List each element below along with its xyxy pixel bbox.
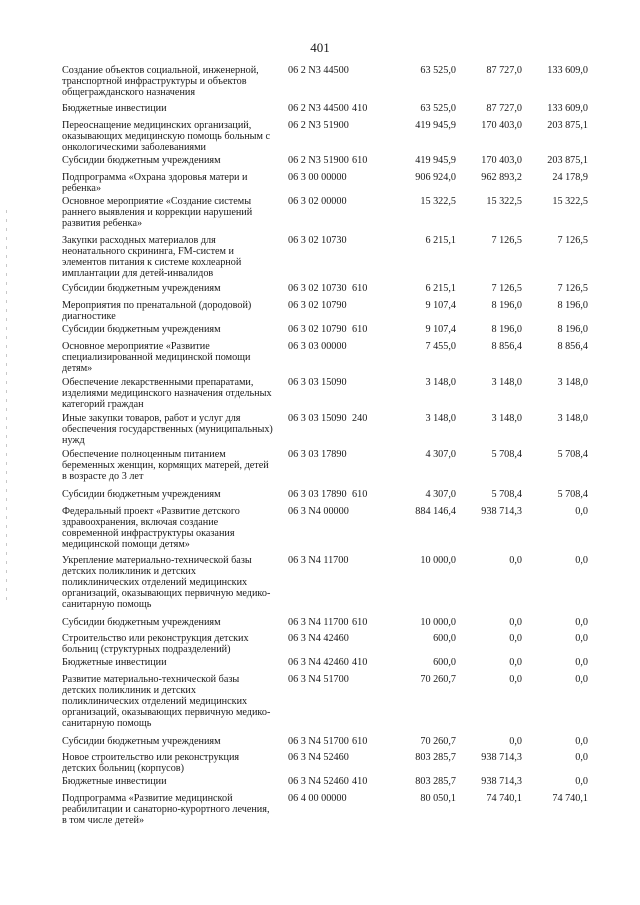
row-value-year-2: 5 708,4 — [491, 449, 522, 460]
row-code: 06 3 N4 42460 — [288, 633, 349, 644]
row-value-year-2: 3 148,0 — [491, 413, 522, 424]
row-code: 06 3 00 00000 — [288, 172, 347, 183]
row-value-year-2: 8 196,0 — [491, 300, 522, 311]
row-value-year-2: 7 126,5 — [491, 235, 522, 246]
row-value-year-2: 170 403,0 — [481, 155, 522, 166]
row-value-year-2: 170 403,0 — [481, 120, 522, 131]
row-value-year-3: 203 875,1 — [547, 120, 588, 131]
row-value-year-1: 803 285,7 — [415, 752, 456, 763]
row-value-year-3: 0,0 — [575, 555, 588, 566]
row-expense-type: 610 — [352, 489, 368, 500]
row-name: Субсидии бюджетным учреждениям — [62, 283, 221, 294]
row-name: Развитие материально-технической базы детских поликлиник и детских поликлинических отделений медицинских организаций, оказывающих первичную медико-санитарную помощь — [62, 674, 271, 729]
row-value-year-1: 10 000,0 — [420, 617, 456, 628]
row-name: Бюджетные инвестиции — [62, 657, 167, 668]
row-value-year-2: 74 740,1 — [486, 793, 522, 804]
scan-margin-artifact — [6, 210, 7, 600]
row-name: Бюджетные инвестиции — [62, 103, 167, 114]
row-value-year-1: 10 000,0 — [420, 555, 456, 566]
row-value-year-3: 5 708,4 — [557, 449, 588, 460]
row-value-year-2: 938 714,3 — [481, 506, 522, 517]
row-code: 06 3 N4 11700 — [288, 555, 349, 566]
row-value-year-3: 0,0 — [575, 674, 588, 685]
row-value-year-2: 0,0 — [509, 617, 522, 628]
row-value-year-3: 133 609,0 — [547, 103, 588, 114]
row-value-year-2: 15 322,5 — [486, 196, 522, 207]
row-name: Субсидии бюджетным учреждениям — [62, 155, 221, 166]
row-value-year-1: 70 260,7 — [420, 736, 456, 747]
row-value-year-1: 15 322,5 — [420, 196, 456, 207]
row-value-year-2: 938 714,3 — [481, 752, 522, 763]
row-value-year-2: 0,0 — [509, 555, 522, 566]
row-code: 06 3 N4 42460 — [288, 657, 349, 668]
row-value-year-1: 7 455,0 — [425, 341, 456, 352]
row-name: Переоснащение медицинских организаций, оказывающих медицинскую помощь больным с онкологическими заболеваниями — [62, 120, 271, 153]
row-value-year-3: 0,0 — [575, 776, 588, 787]
row-code: 06 3 02 10730 — [288, 235, 347, 246]
row-expense-type: 610 — [352, 324, 368, 335]
row-name: Основное мероприятие «Развитие специализированной медицинской помощи детям» — [62, 341, 251, 374]
row-name: Бюджетные инвестиции — [62, 776, 167, 787]
row-value-year-3: 7 126,5 — [557, 283, 588, 294]
row-name: Укрепление материально-технической базы детских поликлиник и детских поликлинических отделений медицинских организаций, оказывающих первичную медико-санитарную помощь — [62, 555, 271, 610]
row-value-year-2: 87 727,0 — [486, 103, 522, 114]
page-number: 401 — [310, 40, 330, 55]
row-value-year-1: 884 146,4 — [415, 506, 456, 517]
row-value-year-2: 938 714,3 — [481, 776, 522, 787]
row-value-year-3: 0,0 — [575, 633, 588, 644]
row-value-year-3: 15 322,5 — [552, 196, 588, 207]
row-value-year-1: 4 307,0 — [425, 449, 456, 460]
row-name: Иные закупки товаров, работ и услуг для обеспечения государственных (муниципальных) нужд — [62, 413, 273, 446]
row-value-year-1: 600,0 — [433, 657, 456, 668]
row-value-year-2: 87 727,0 — [486, 65, 522, 76]
row-code: 06 3 02 10790 — [288, 300, 347, 311]
row-code: 06 4 00 00000 — [288, 793, 347, 804]
row-value-year-2: 5 708,4 — [491, 489, 522, 500]
row-code: 06 3 N4 00000 — [288, 506, 349, 517]
row-code: 06 2 N3 44500 — [288, 65, 349, 76]
row-value-year-1: 3 148,0 — [425, 377, 456, 388]
row-code: 06 2 N3 44500 — [288, 103, 349, 114]
row-value-year-3: 7 126,5 — [557, 235, 588, 246]
row-code: 06 2 N3 51900 — [288, 120, 349, 131]
row-expense-type: 610 — [352, 736, 368, 747]
row-code: 06 3 03 17890 — [288, 449, 347, 460]
row-expense-type: 410 — [352, 657, 368, 668]
row-code: 06 3 02 00000 — [288, 196, 347, 207]
row-code: 06 3 N4 52460 — [288, 752, 349, 763]
row-value-year-2: 3 148,0 — [491, 377, 522, 388]
row-value-year-2: 8 856,4 — [491, 341, 522, 352]
row-value-year-2: 0,0 — [509, 736, 522, 747]
row-value-year-1: 4 307,0 — [425, 489, 456, 500]
row-value-year-2: 962 893,2 — [481, 172, 522, 183]
row-name: Закупки расходных материалов для неонатального скрининга, FM-систем и элементов питания к системе кохлеарной имплантации для детей-инвалидов — [62, 235, 242, 279]
row-value-year-3: 3 148,0 — [557, 413, 588, 424]
row-name: Создание объектов социальной, инженерной, транспортной инфраструктуры и объектов общегражданского назначения — [62, 65, 259, 98]
row-code: 06 3 02 10730 — [288, 283, 347, 294]
row-name: Мероприятия по пренатальной (дородовой) диагностике — [62, 300, 252, 322]
row-name: Обеспечение лекарственными препаратами, изделиями медицинского назначения отдельных категорий граждан — [62, 377, 272, 410]
row-value-year-3: 0,0 — [575, 617, 588, 628]
row-value-year-2: 0,0 — [509, 657, 522, 668]
row-value-year-1: 70 260,7 — [420, 674, 456, 685]
row-value-year-3: 8 196,0 — [557, 324, 588, 335]
row-value-year-1: 80 050,1 — [420, 793, 456, 804]
row-value-year-3: 0,0 — [575, 736, 588, 747]
row-value-year-3: 3 148,0 — [557, 377, 588, 388]
row-code: 06 3 03 00000 — [288, 341, 347, 352]
row-code: 06 3 N4 51700 — [288, 736, 349, 747]
row-name: Подпрограмма «Охрана здоровья матери и ребенка» — [62, 172, 248, 194]
row-expense-type: 410 — [352, 776, 368, 787]
row-code: 06 3 03 15090 — [288, 413, 347, 424]
row-name: Субсидии бюджетным учреждениям — [62, 617, 221, 628]
row-name: Федеральный проект «Развитие детского здравоохранения, включая создание современной инфраструктуры оказания медицинской помощи детям» — [62, 506, 240, 550]
row-expense-type: 610 — [352, 283, 368, 294]
row-code: 06 3 03 17890 — [288, 489, 347, 500]
row-name: Субсидии бюджетным учреждениям — [62, 324, 221, 335]
row-value-year-1: 419 945,9 — [415, 120, 456, 131]
row-value-year-1: 419 945,9 — [415, 155, 456, 166]
row-code: 06 2 N3 51900 — [288, 155, 349, 166]
row-value-year-3: 8 196,0 — [557, 300, 588, 311]
row-value-year-1: 906 924,0 — [415, 172, 456, 183]
row-value-year-3: 203 875,1 — [547, 155, 588, 166]
row-code: 06 3 N4 52460 — [288, 776, 349, 787]
row-code: 06 3 N4 51700 — [288, 674, 349, 685]
row-value-year-1: 9 107,4 — [425, 300, 456, 311]
row-name: Обеспечение полноценным питанием беременных женщин, кормящих матерей, детей в возрасте до 3 лет — [62, 449, 269, 482]
row-expense-type: 610 — [352, 155, 368, 166]
row-name: Основное мероприятие «Создание системы раннего выявления и коррекции нарушений развития ребенка» — [62, 196, 253, 229]
row-name: Субсидии бюджетным учреждениям — [62, 489, 221, 500]
row-value-year-1: 63 525,0 — [420, 103, 456, 114]
row-value-year-1: 3 148,0 — [425, 413, 456, 424]
row-value-year-3: 8 856,4 — [557, 341, 588, 352]
row-code: 06 3 02 10790 — [288, 324, 347, 335]
row-value-year-3: 74 740,1 — [552, 793, 588, 804]
row-value-year-1: 600,0 — [433, 633, 456, 644]
row-value-year-1: 6 215,1 — [425, 235, 456, 246]
row-value-year-1: 9 107,4 — [425, 324, 456, 335]
row-name: Субсидии бюджетным учреждениям — [62, 736, 221, 747]
row-value-year-1: 6 215,1 — [425, 283, 456, 294]
row-value-year-3: 5 708,4 — [557, 489, 588, 500]
row-value-year-2: 8 196,0 — [491, 324, 522, 335]
row-name: Строительство или реконструкция детских больниц (структурных подразделений) — [62, 633, 249, 655]
row-code: 06 3 03 15090 — [288, 377, 347, 388]
row-value-year-1: 803 285,7 — [415, 776, 456, 787]
row-expense-type: 610 — [352, 617, 368, 628]
row-value-year-3: 24 178,9 — [552, 172, 588, 183]
row-value-year-3: 0,0 — [575, 752, 588, 763]
row-expense-type: 410 — [352, 103, 368, 114]
row-value-year-2: 0,0 — [509, 674, 522, 685]
row-code: 06 3 N4 11700 — [288, 617, 349, 628]
row-value-year-1: 63 525,0 — [420, 65, 456, 76]
row-value-year-3: 0,0 — [575, 657, 588, 668]
row-name: Новое строительство или реконструкция детских больниц (корпусов) — [62, 752, 240, 774]
row-value-year-2: 7 126,5 — [491, 283, 522, 294]
row-value-year-3: 0,0 — [575, 506, 588, 517]
row-value-year-2: 0,0 — [509, 633, 522, 644]
row-name: Подпрограмма «Развитие медицинской реабилитации и санаторно-курортного лечения, в том числе детей» — [62, 793, 270, 826]
row-value-year-3: 133 609,0 — [547, 65, 588, 76]
row-expense-type: 240 — [352, 413, 368, 424]
